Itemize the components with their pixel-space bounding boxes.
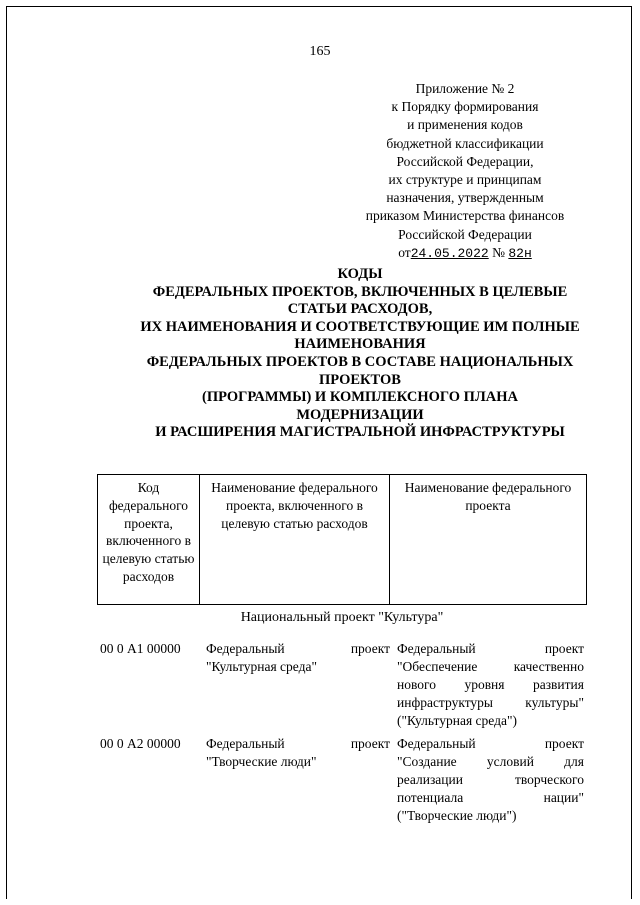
project-name: [206, 735, 390, 771]
full-line: [397, 658, 584, 676]
full-line: ("Творческие люди"): [397, 808, 517, 823]
order-date-line: [355, 244, 575, 263]
name-line: [206, 735, 390, 753]
title-line: НАИМЕНОВАНИЯ: [294, 336, 426, 353]
name-word: проект: [350, 641, 390, 656]
title-line: (ПРОГРАММЫ) И КОМПЛЕКСНОГО ПЛАНА: [202, 389, 518, 406]
name-word: Федеральный: [206, 641, 285, 656]
full-line: ("Культурная среда"): [397, 713, 517, 728]
full-word: проект: [544, 736, 584, 751]
full-word: развития: [532, 677, 584, 692]
full-line: [397, 789, 584, 807]
full-word: уровня: [464, 677, 505, 692]
title-line: ПРОЕКТОВ: [319, 371, 401, 388]
title-line: КОДЫ: [337, 266, 383, 282]
title-line: ФЕДЕРАЛЬНЫХ ПРОЕКТОВ, ВКЛЮЧЕННЫХ В ЦЕЛЕВЫЕ: [152, 283, 568, 300]
full-line: [397, 771, 584, 789]
full-word: условий: [486, 754, 534, 769]
order-date: 24.05.2022: [410, 245, 489, 261]
appendix-line: их структуре и принципам: [388, 172, 542, 188]
header-row: [98, 475, 587, 605]
name-line: [206, 640, 390, 658]
full-word: "Обеспечение: [397, 659, 478, 674]
appendix-line: приказом Министерства финансов: [365, 208, 565, 224]
document-title: [100, 266, 620, 442]
full-word: культуры": [525, 695, 584, 710]
name-word: проект: [350, 736, 390, 751]
header-name: Наименование федерального проекта, включенного в целевую статью расходов: [200, 475, 390, 605]
project-full-name: [397, 640, 584, 730]
appendix-line: Российской Федерации: [398, 226, 532, 242]
name-line: "Творческие люди": [206, 754, 317, 769]
full-word: нового: [397, 677, 436, 692]
full-word: потенциала: [397, 790, 464, 805]
title-line: ИХ НАИМЕНОВАНИЯ И СООТВЕТСТВУЮЩИЕ ИМ ПОЛНЫЕ: [140, 318, 580, 335]
project-full-name: [397, 735, 584, 825]
full-word: Федеральный: [397, 736, 476, 751]
full-word: "Создание: [397, 754, 457, 769]
appendix-line: Российской Федерации,: [396, 153, 534, 169]
full-word: качественно: [513, 659, 584, 674]
title-line: МОДЕРНИЗАЦИИ: [296, 406, 424, 423]
full-line: [397, 694, 584, 712]
title-line: ФЕДЕРАЛЬНЫХ ПРОЕКТОВ В СОСТАВЕ НАЦИОНАЛЬНЫХ: [146, 353, 574, 370]
title-line: СТАТЬИ РАСХОДОВ,: [287, 301, 433, 318]
name-word: Федеральный: [206, 736, 285, 751]
header-full-name: Наименование федерального проекта: [390, 475, 587, 605]
name-line: "Культурная среда": [206, 659, 317, 674]
date-prefix: от: [398, 244, 411, 260]
project-code: 00 0 А2 00000: [100, 736, 181, 751]
full-word: для: [564, 754, 584, 769]
title-line: И РАСШИРЕНИЯ МАГИСТРАЛЬНОЙ ИНФРАСТРУКТУРЫ: [155, 424, 565, 441]
project-code: 00 0 А1 00000: [100, 641, 181, 656]
full-word: творческого: [514, 772, 584, 787]
order-number: 82н: [508, 245, 532, 261]
appendix-line: и применения кодов: [407, 117, 523, 133]
full-line: [397, 735, 584, 753]
full-word: проект: [544, 641, 584, 656]
full-word: Федеральный: [397, 641, 476, 656]
appendix-line: Приложение № 2: [415, 81, 515, 96]
appendix-line: назначения, утвержденным: [386, 190, 544, 206]
full-word: инфраструктуры: [397, 695, 493, 710]
full-line: [397, 676, 584, 694]
project-name: [206, 640, 390, 676]
section-title: Национальный проект "Культура": [240, 610, 444, 625]
full-word: нации": [543, 790, 584, 805]
number-prefix: №: [492, 244, 505, 260]
appendix-line: бюджетной классификации: [386, 135, 544, 151]
full-word: реализации: [397, 772, 463, 787]
appendix-line: к Порядку формирования: [391, 99, 539, 115]
page-number: 165: [309, 44, 331, 59]
full-line: [397, 753, 584, 771]
appendix-block: [355, 80, 575, 263]
full-line: [397, 640, 584, 658]
codes-table-header: [97, 474, 587, 605]
header-code: Код федерального проекта, включенного в целевую статью расходов: [98, 475, 200, 605]
